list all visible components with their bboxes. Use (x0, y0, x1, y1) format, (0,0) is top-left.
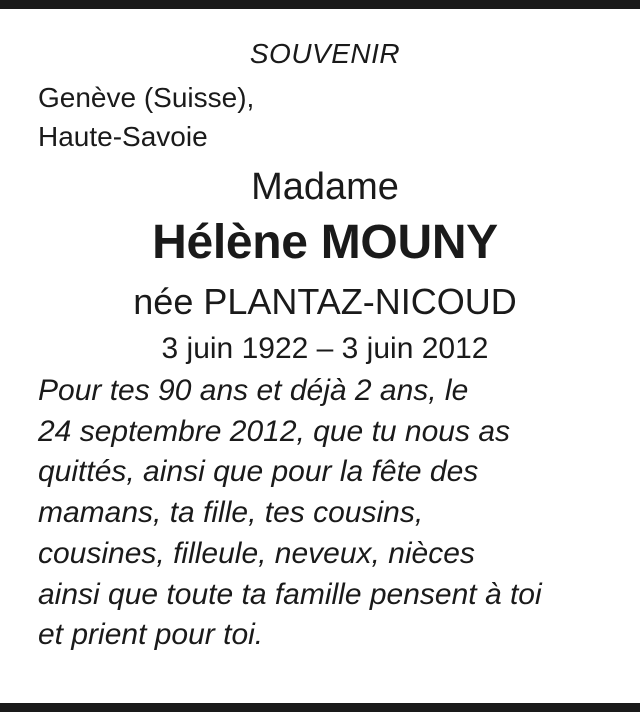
obituary-notice (38, 34, 612, 656)
bottom-border-rule (0, 703, 640, 712)
memorial-message (38, 371, 612, 656)
notice-places (38, 78, 612, 156)
maiden-name: née PLANTAZ-NICOUD (133, 281, 517, 322)
message-line: quittés, ainsi que pour la fête des (38, 455, 479, 489)
deceased-name: Hélène MOUNY (152, 216, 498, 269)
message-line: 24 septembre 2012, que tu nous as (38, 414, 511, 448)
place-line: Haute-Savoie (38, 121, 208, 152)
message-line: mamans, ta fille, tes cousins, (38, 496, 424, 530)
message-line: Pour tes 90 ans et déjà 2 ans, le (38, 374, 469, 407)
message-line: et prient pour toi. (38, 618, 264, 652)
notice-heading: SOUVENIR (249, 38, 401, 69)
message-line: ainsi que toute ta famille pensent à toi (38, 577, 542, 611)
place-line: Genève (Suisse), (38, 82, 255, 113)
honorific-title: Madame (251, 166, 399, 208)
top-border-rule (0, 0, 640, 9)
message-line: cousines, filleule, neveux, nièces (38, 536, 475, 570)
life-dates: 3 juin 1922 – 3 juin 2012 (161, 332, 489, 365)
